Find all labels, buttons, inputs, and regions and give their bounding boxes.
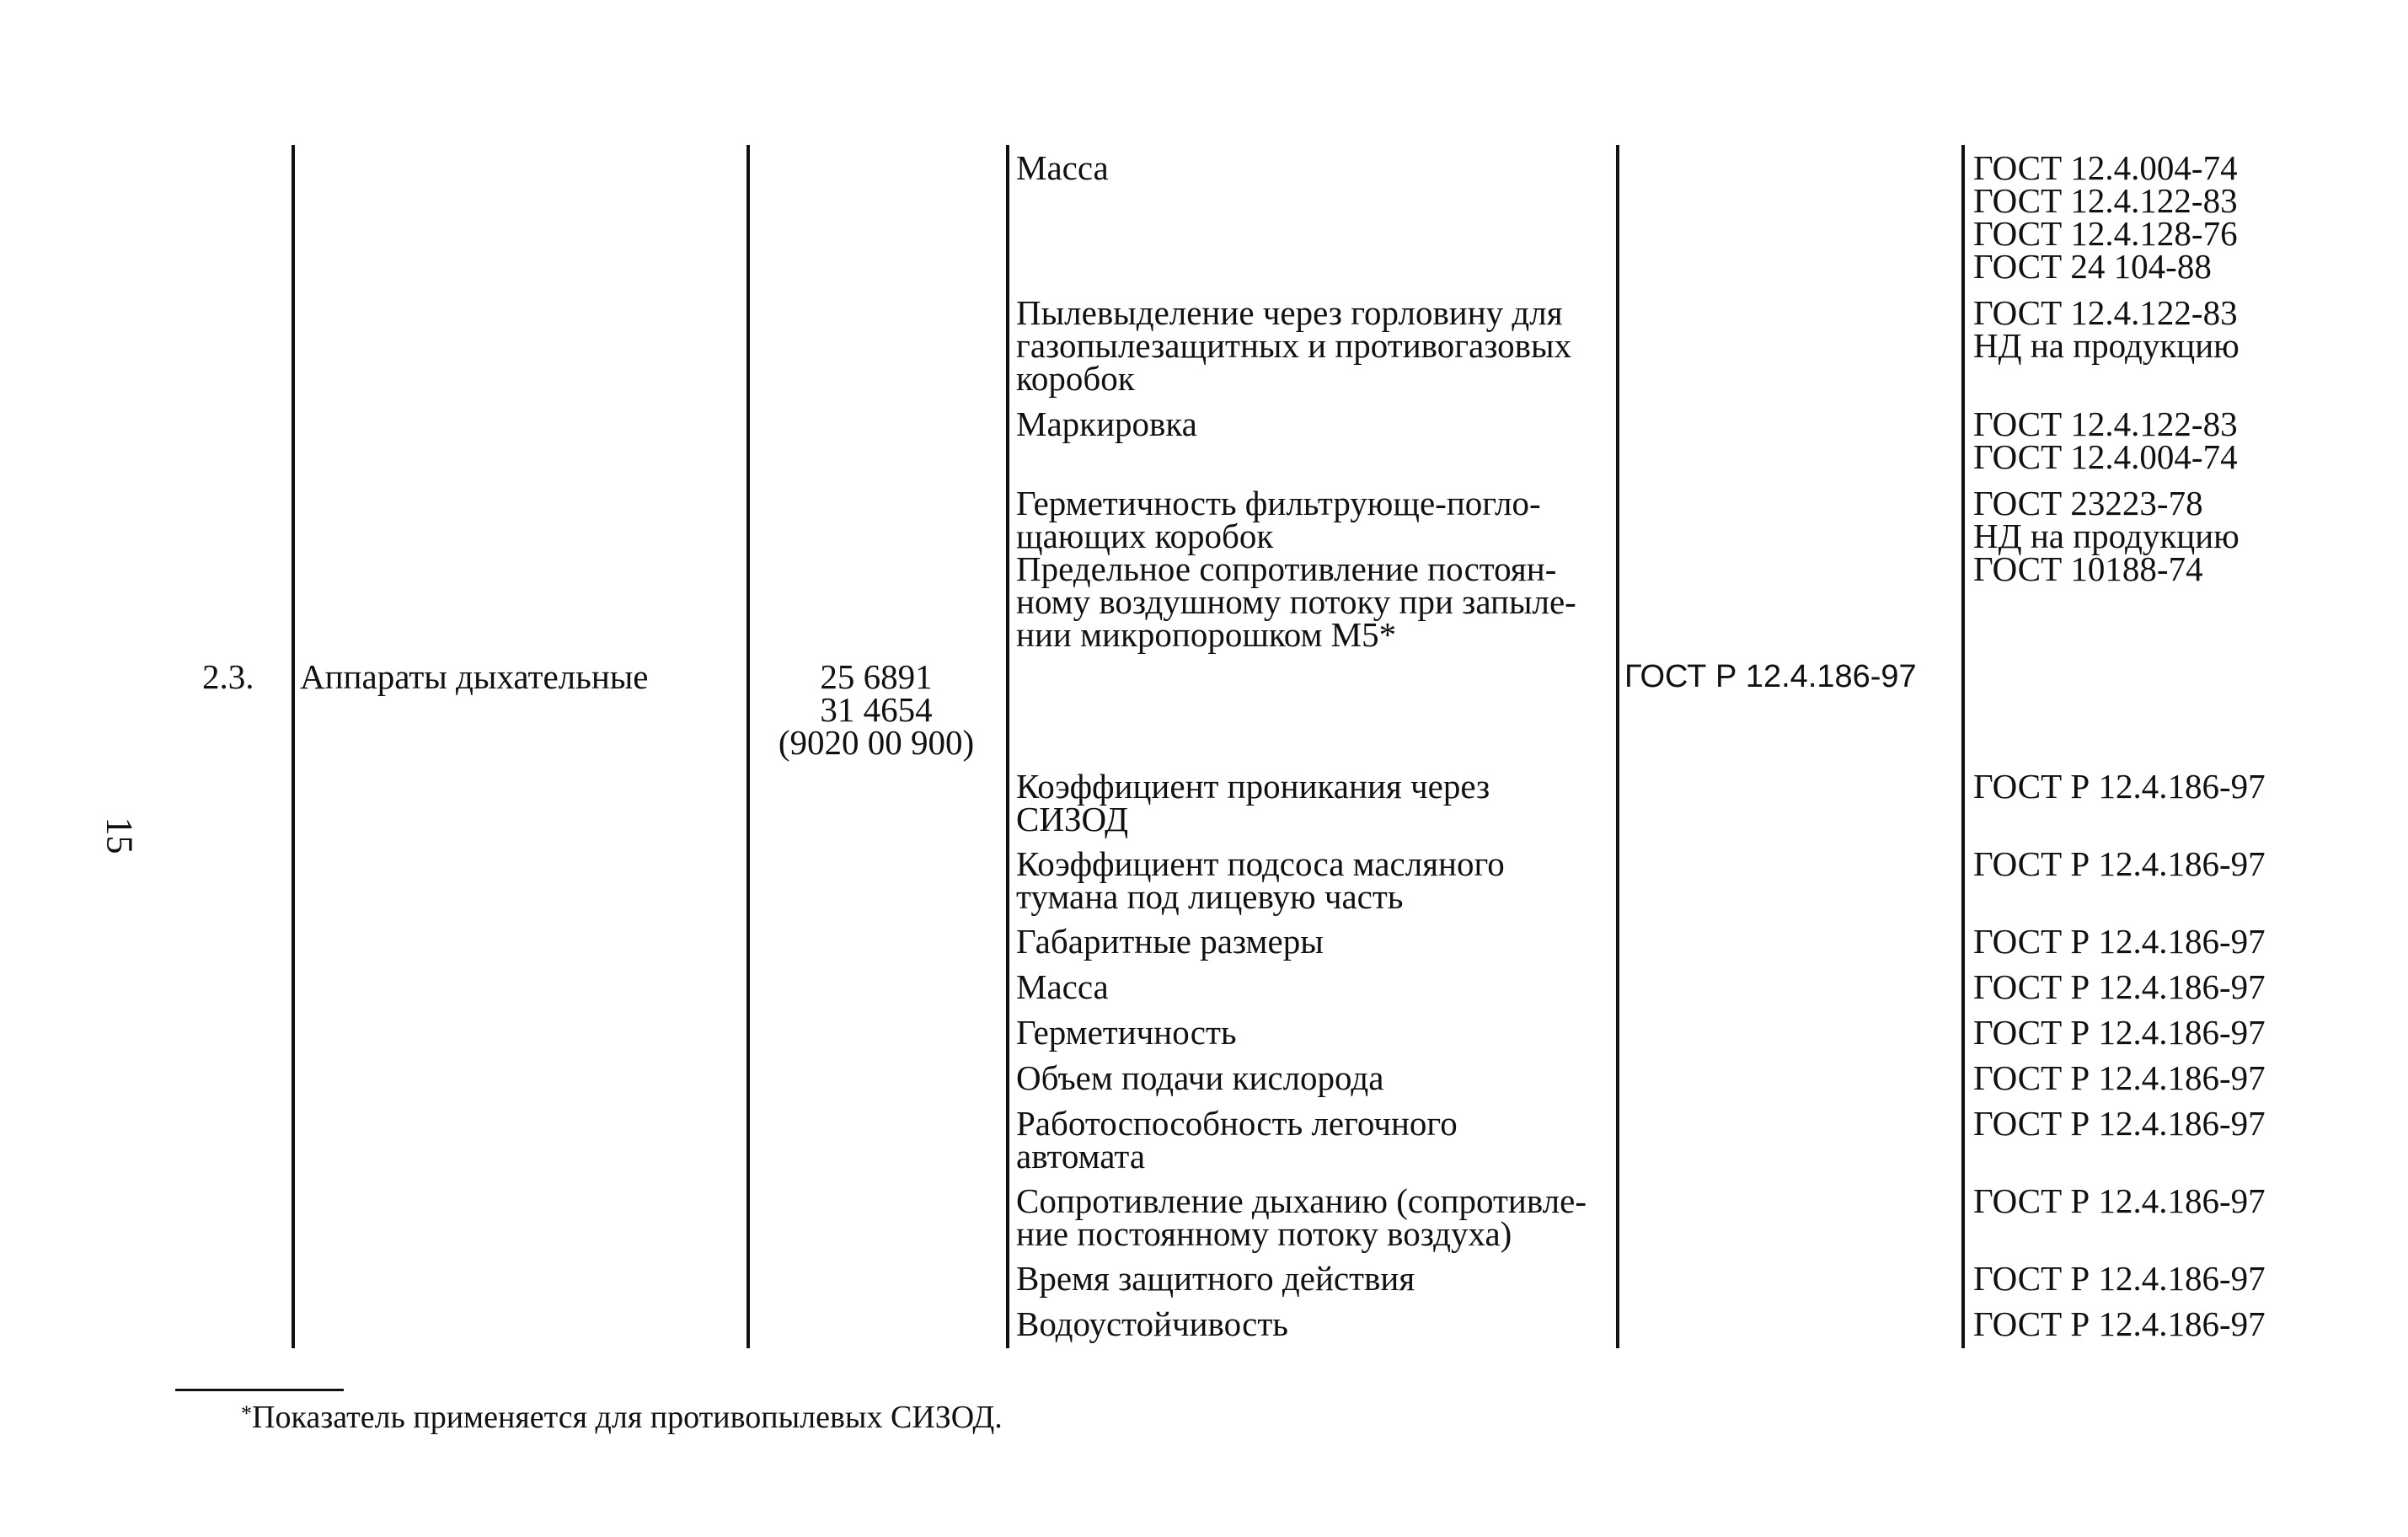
footnote-marker: * (241, 1401, 252, 1426)
footnote-rule (175, 1389, 344, 1391)
product-name: Аппараты дыхательные (300, 657, 649, 696)
row-number: 2.3. (202, 657, 254, 696)
indicator-text: Коэффициент подсоса масляного тумана под лицевую часть (1016, 844, 1505, 916)
column-rule-4 (1616, 145, 1619, 1348)
footnote-text: Показатель применяется для противопылевых СИЗОД. (252, 1400, 1003, 1435)
column-rule-1 (292, 145, 295, 1348)
standard-text: ГОСТ Р 12.4.186-97 (1973, 922, 2266, 961)
product-standard: ГОСТ Р 12.4.186-97 (1624, 659, 1917, 694)
standard-text: ГОСТ Р 12.4.186-97 (1973, 767, 2266, 806)
standard-text: ГОСТ Р 12.4.186-97 (1973, 967, 2266, 1006)
column-rule-2 (746, 145, 750, 1348)
standard-text: ГОСТ Р 12.4.186-97 (1973, 1104, 2266, 1143)
footnote (241, 1399, 1003, 1436)
indicator-text: Работоспособность легочного автомата (1016, 1104, 1458, 1176)
standard-text: ГОСТ Р 12.4.186-97 (1973, 1013, 2266, 1052)
indicator-text: Герметичность (1016, 1013, 1237, 1052)
column-rule-5 (1961, 145, 1965, 1348)
indicator-text: Масса (1016, 967, 1109, 1006)
indicator-text: Коэффициент проникания через СИЗОД (1016, 767, 1490, 838)
indicator-text: Время защитного действия (1016, 1259, 1415, 1298)
indicator-text: Сопротивление дыханию (сопротивле- ние постоянному потоку воздуха) (1016, 1181, 1587, 1253)
page-number: 15 (99, 817, 141, 854)
indicator-text: Объем подачи кислорода (1016, 1058, 1384, 1097)
indicator-text: Водоустойчивость (1016, 1304, 1288, 1343)
indicator-text: Пылевыделение через горловину для газопылезащитных и противогазовых коробок (1016, 293, 1572, 398)
standard-text: ГОСТ 12.4.122-83 ГОСТ 12.4.004-74 (1973, 404, 2238, 476)
column-rule-3 (1006, 145, 1009, 1348)
product-codes: 25 6891 31 4654 (9020 00 900) (778, 657, 975, 762)
indicator-text: Маркировка (1016, 404, 1197, 443)
standard-text: ГОСТ Р 12.4.186-97 (1973, 844, 2266, 883)
standard-text: ГОСТ Р 12.4.186-97 (1973, 1259, 2266, 1298)
standard-text: ГОСТ 23223-78 НД на продукцию (1973, 484, 2239, 555)
indicator-text: Герметичность фильтрующе-погло- щающих коробок (1016, 484, 1541, 555)
standard-text: ГОСТ 12.4.004-74 ГОСТ 12.4.122-83 ГОСТ 12.4.128-76 ГОСТ 24 104-88 (1973, 148, 2238, 286)
indicator-text: Предельное сопротивление постоян- ному воздушному потоку при запыле- нии микропорошком М5* (1016, 549, 1576, 654)
standard-text: ГОСТ Р 12.4.186-97 (1973, 1181, 2266, 1220)
indicator-text: Габаритные размеры (1016, 922, 1324, 961)
standard-text: ГОСТ 10188-74 (1973, 549, 2203, 588)
standard-text: ГОСТ 12.4.122-83 НД на продукцию (1973, 293, 2239, 365)
indicator-text: Масса (1016, 148, 1109, 187)
standard-text: ГОСТ Р 12.4.186-97 (1973, 1304, 2266, 1343)
standard-text: ГОСТ Р 12.4.186-97 (1973, 1058, 2266, 1097)
